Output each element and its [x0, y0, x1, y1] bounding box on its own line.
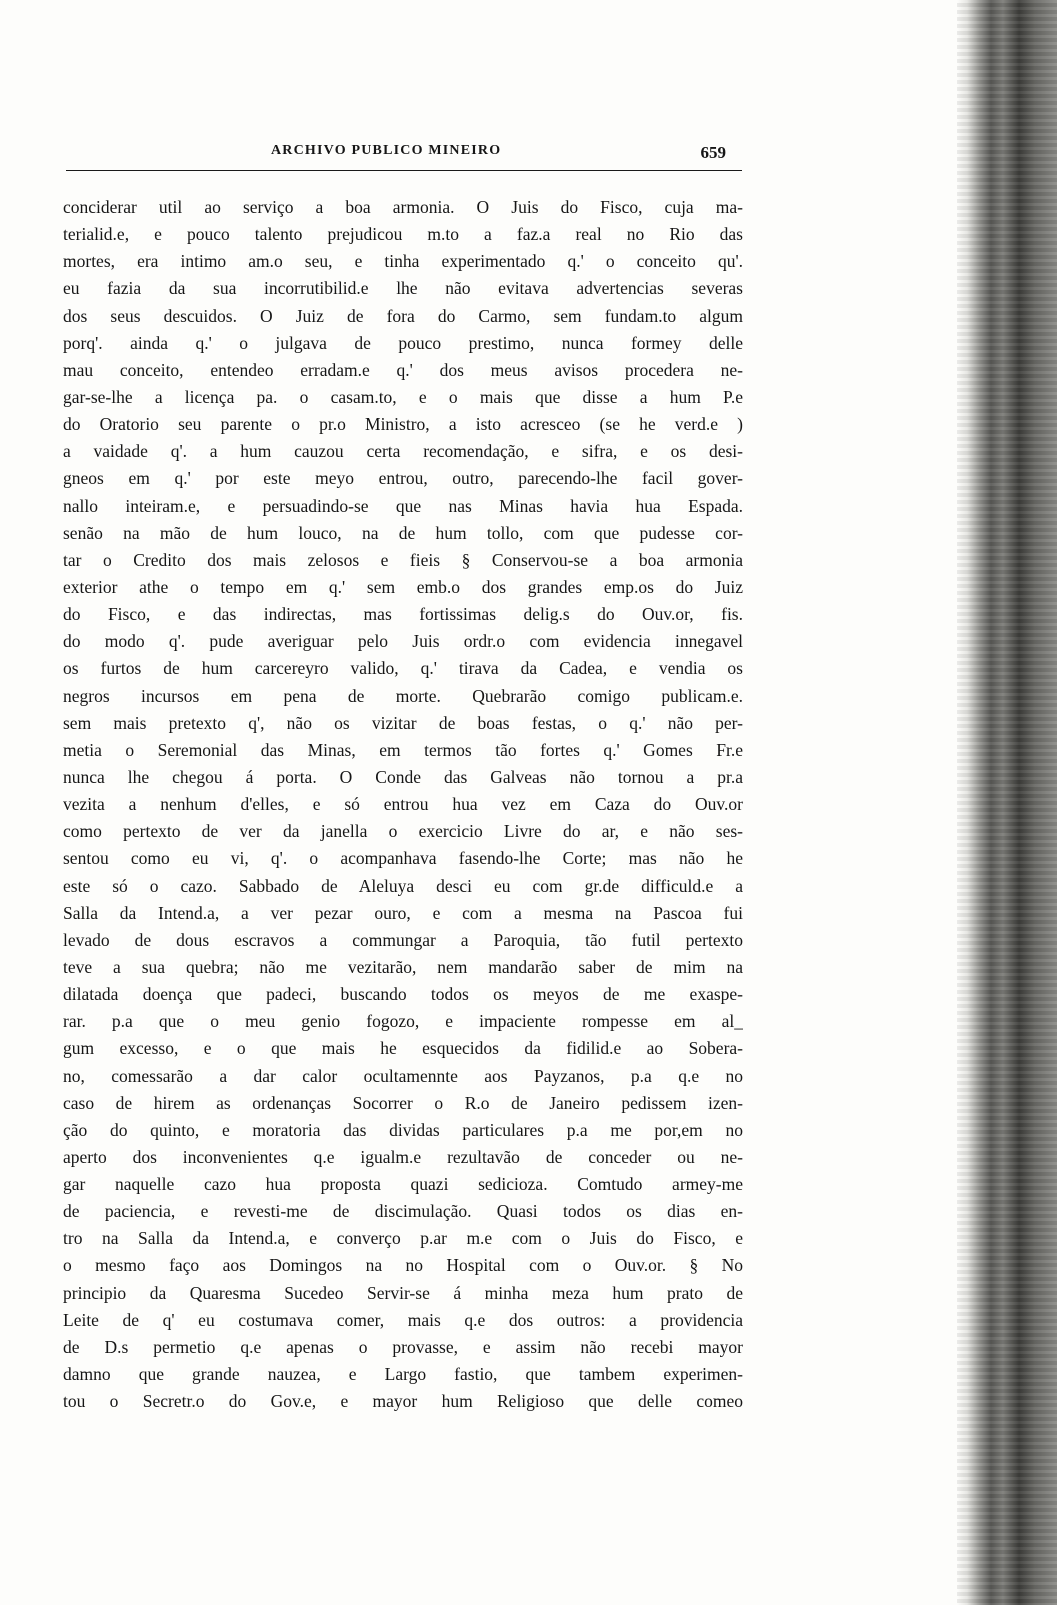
- text-line: exterior athe o tempo em q.' sem emb.o dos grandes emp.os do Juiz: [63, 576, 743, 597]
- text-line: ção do quinto, e moratoria das dividas particulares p.a me por,em no: [63, 1119, 743, 1140]
- text-line: nunca lhe chegou á porta. O Conde das Galveas não tornou a pr.a: [63, 766, 743, 787]
- text-line: sentou como eu vi, q'. o acompanhava fasendo-lhe Corte; mas não he: [63, 848, 743, 869]
- text-line: gar naquelle cazo hua proposta quazi sedicioza. Comtudo armey-me: [63, 1174, 743, 1195]
- text-line: senão na mão de hum louco, na de hum tollo, com que pudesse cor-: [63, 522, 743, 543]
- text-line: negros incursos em pena de morte. Quebrarão comigo publicam.e.: [63, 685, 743, 706]
- text-line: este só o cazo. Sabbado de Aleluya desci eu com gr.de difficuld.e a: [63, 875, 743, 896]
- text-line: caso de hirem as ordenanças Socorrer o R.o de Janeiro pedissem izen-: [63, 1092, 743, 1113]
- text-line: aperto dos inconvenientes q.e igualm.e rezultavão de conceder ou ne-: [63, 1146, 743, 1167]
- text-line: do Fisco, e das indirectas, mas fortissimas delig.s do Ouv.or, fis.: [63, 604, 743, 625]
- text-line: sem mais pretexto q', não os vizitar de boas festas, o q.' não per-: [63, 712, 743, 733]
- text-line: gneos em q.' por este meyo entrou, outro, parecendo-lhe facil gover-: [63, 468, 743, 489]
- body-text: [63, 194, 743, 1415]
- text-line: conciderar util ao serviço a boa armonia. O Juis do Fisco, cuja ma-: [63, 197, 743, 217]
- text-line: de paciencia, e revesti-me de discimulação. Quasi todos os dias en-: [63, 1201, 743, 1222]
- header-rule: [66, 170, 742, 171]
- text-line: do modo q'. pude averiguar pelo Juis ordr.o com evidencia innegavel: [63, 631, 743, 652]
- text-line: damno que grande nauzea, e Largo fastio, que tambem experimen-: [63, 1364, 743, 1385]
- text-line: porq'. ainda q.' o julgava de pouco prestimo, nunca formey delle: [63, 332, 743, 353]
- text-line: como pertexto de ver da janella o exercicio Livre do ar, e não ses-: [63, 821, 743, 842]
- text-line: rar. p.a que o meu genio fogozo, e impaciente rompesse em al_: [63, 1011, 743, 1032]
- text-line: tar o Credito dos mais zelosos e fieis § Conservou-se a boa armonia: [63, 549, 743, 570]
- text-line: os furtos de hum carcereyro valido, q.' tirava da Cadea, e vendia os: [63, 658, 743, 679]
- text-line: mau conceito, entendeo erradam.e q.' dos meus avisos procedera ne-: [63, 359, 743, 380]
- text-line: o mesmo faço aos Domingos na no Hospital com o Ouv.or. § No: [63, 1255, 743, 1276]
- text-line: dilatada doença que padeci, buscando todos os meyos de me exaspe-: [63, 984, 743, 1005]
- page-header: [66, 143, 726, 165]
- text-line: levado de dous escravos a commungar a Paroquia, tão futil pertexto: [63, 929, 743, 950]
- text-line: metia o Seremonial das Minas, em termos tão fortes q.' Gomes Fr.e: [63, 739, 743, 760]
- text-line: gum excesso, e o que mais he esquecidos da fidilid.e ao Sobera-: [63, 1038, 743, 1059]
- text-line: de D.s permetio q.e apenas o provasse, e assim não recebi mayor: [63, 1336, 743, 1357]
- text-line: mortes, era intimo am.o seu, e tinha experimentado q.' o conceito qu'.: [63, 251, 743, 272]
- text-line: do Oratorio seu parente o pr.o Ministro, a isto acresceo (se he verd.e ): [63, 414, 743, 435]
- text-line: principio da Quaresma Sucedeo Servir-se á minha meza hum prato de: [63, 1282, 743, 1303]
- text-line: terialid.e, e pouco talento prejudicou m.to a faz.a real no Rio das: [63, 224, 743, 245]
- text-line: vezita a nenhum d'elles, e só entrou hua vez em Caza do Ouv.or: [63, 794, 743, 815]
- running-title: ARCHIVO PUBLICO MINEIRO: [271, 143, 502, 158]
- text-line: no, comessarão a dar calor ocultamennte aos Payzanos, p.a q.e no: [63, 1065, 743, 1086]
- text-line: gar-se-lhe a licença pa. o casam.to, e o mais que disse a hum P.e: [63, 386, 743, 407]
- text-line: dos seus descuidos. O Juiz de fora do Carmo, sem fundam.to algum: [63, 305, 743, 326]
- text-line: tro na Salla da Intend.a, e converço p.ar m.e com o Juis do Fisco, e: [63, 1228, 743, 1249]
- text-line: teve a sua quebra; não me vezitarão, nem mandarão saber de mim na: [63, 956, 743, 977]
- page-number: 659: [700, 143, 726, 162]
- text-line: eu fazia da sua incorrutibilid.e lhe não evitava advertencias severas: [63, 278, 743, 299]
- book-spine-edge: [957, 0, 1057, 1605]
- text-line: nallo inteiram.e, e persuadindo-se que nas Minas havia hua Espada.: [63, 495, 743, 516]
- text-line: a vaidade q'. a hum cauzou certa recomendação, e sifra, e os desi-: [63, 441, 743, 462]
- text-line: tou o Secretr.o do Gov.e, e mayor hum Religioso que delle comeo: [63, 1391, 743, 1412]
- text-line: Leite de q' eu costumava comer, mais q.e dos outros: a providencia: [63, 1309, 743, 1330]
- text-line: Salla da Intend.a, a ver pezar ouro, e com a mesma na Pascoa fui: [63, 902, 743, 923]
